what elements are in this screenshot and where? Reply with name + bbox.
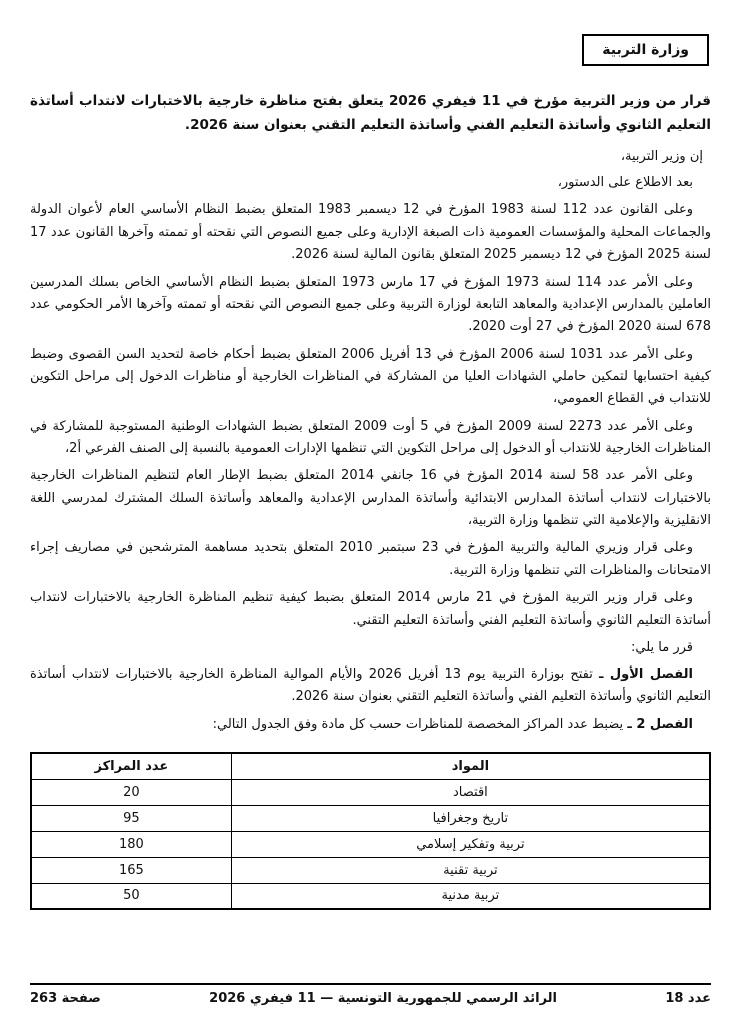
preamble-constitution-line: بعد الاطلاع على الدستور، xyxy=(557,175,693,191)
centers-table xyxy=(30,752,711,910)
table-header-row xyxy=(31,753,710,779)
page-footer xyxy=(30,983,711,1006)
table-header-subjects: المواد xyxy=(231,753,710,779)
table-header-centers: عدد المراكز xyxy=(31,753,231,779)
article-2-text: يضبط عدد المراكز المخصصة للمناظرات حسب كل مادة وفق الجدول التالي: xyxy=(212,716,624,732)
article-1-prefix: الفصل الأول ـ xyxy=(598,667,693,682)
article-2 xyxy=(30,714,711,736)
ministry-header-box: وزارة التربية xyxy=(582,34,709,66)
article-1-text: تفتح بوزارة التربية يوم 13 أفريل 2026 والأيام الموالية المناظرة الخارجية بالاختبارات لانتداب أساتذة التعليم الثانوي وأساتذة التعليم الفني وأساتذة التعليم التقني بعنوان سنة 2026. xyxy=(30,667,711,705)
subject-cell: اقتصاد xyxy=(231,779,710,805)
article-2-prefix: الفصل 2 ـ xyxy=(627,716,693,732)
table-row xyxy=(31,805,710,831)
subject-cell: تربية تقنية xyxy=(231,857,710,883)
preamble-minister-line: إن وزير التربية، xyxy=(620,149,703,165)
centers-cell: 180 xyxy=(31,831,231,857)
subject-cell: تربية وتفكير إسلامي xyxy=(231,831,710,857)
footer-journal-title: الرائد الرسمي للجمهورية التونسية — 11 فيفري 2026 xyxy=(209,991,557,1006)
footer-issue-number: عدد 18 xyxy=(665,991,711,1006)
footer-page-number: صفحة 263 xyxy=(30,991,101,1006)
citation-law-1983: وعلى القانون عدد 112 لسنة 1983 المؤرخ في 12 ديسمبر 1983 المتعلق بضبط النظام الأساسي العام لأعوان الدولة والجماعات المحلية والمؤسسات العمومية ذات الصبغة الإدارية وعلى جميع النصوص التي نقحته أو تممته وآخرها القانون عدد 17 لسنة 2025 المؤرخ في 12 ديسمبر 2025 المتعلق بقانون المالية لسنة 2026. xyxy=(30,202,711,263)
citation-decree-2006: وعلى الأمر عدد 1031 لسنة 2006 المؤرخ في 13 أفريل 2006 المتعلق بضبط أحكام خاصة لتحديد السن القصوى وضبط كيفية احتسابها لتمكين حاملي الشهادات العليا من المشاركة في المناظرات الخارجية أو مناظرات الدخول إلى مراحل التكوين للانتداب في القطاع العمومي، xyxy=(30,346,711,407)
table-row xyxy=(31,779,710,805)
subject-cell: تربية مدنية xyxy=(231,883,710,909)
citation-order-2014: وعلى قرار وزير التربية المؤرخ في 21 مارس 2014 المتعلق بضبط كيفية تنظيم المناظرة الخارجية بالاختبارات لانتداب أساتذة التعليم الثانوي وأساتذة التعليم الفني وأساتذة التعليم التقني. xyxy=(30,590,711,628)
centers-cell: 165 xyxy=(31,857,231,883)
citation-decree-2014: وعلى الأمر عدد 58 لسنة 2014 المؤرخ في 16 جانفي 2014 المتعلق بضبط الإطار العام لتنظيم المناظرات الخارجية بالاختبارات لانتداب أساتذة المدارس الابتدائية وأساتذة المدارس الإعدادية والمعاهد وأساتذة السلك المشترك لمدرسي اللغة الانقليزية والإعلامية التي تنظمها وزارة التربية، xyxy=(30,468,711,529)
centers-cell: 95 xyxy=(31,805,231,831)
article-1 xyxy=(30,664,711,709)
decision-line: قرر ما يلي: xyxy=(631,639,693,655)
table-row xyxy=(31,857,710,883)
centers-cell: 20 xyxy=(31,779,231,805)
citation-order-2010: وعلى قرار وزيري المالية والتربية المؤرخ في 23 سبتمبر 2010 المتعلق بتحديد مساهمة المترشحين في مصاريف إجراء الامتحانات والمناظرات التي تنظمها وزارة التربية. xyxy=(30,540,711,578)
decree-title: قرار من وزير التربية مؤرخ في 11 فيفري 2026 يتعلق بفتح مناظرة خارجية بالاختبارات لانتداب أساتذة التعليم الثانوي وأساتذة التعليم الفني وأساتذة التعليم التقني بعنوان سنة 2026. xyxy=(30,93,711,133)
table-row xyxy=(31,831,710,857)
centers-cell: 50 xyxy=(31,883,231,909)
citation-decree-1973: وعلى الأمر عدد 114 لسنة 1973 المؤرخ في 17 مارس 1973 المتعلق بضبط النظام الأساسي الخاص بسلك المدرسين العاملين بالمدارس الإعدادية والمعاهد التابعة لوزارة التربية وعلى جميع النصوص التي نقحته أو تممته وآخرها الأمر الحكومي عدد 678 لسنة 2020 المؤرخ في 27 أوت 2020. xyxy=(30,274,711,335)
table-row xyxy=(31,883,710,909)
citation-decree-2009: وعلى الأمر عدد 2273 لسنة 2009 المؤرخ في 5 أوت 2009 المتعلق بضبط الشهادات الوطنية المستوجبة للمشاركة في المناظرات الخارجية للانتداب أو الدخول إلى مراحل التكوين التي تنظمها الإدارات العمومية بالنسبة إلى الصنف الفرعي أ2، xyxy=(30,418,711,457)
subject-cell: تاريخ وجغرافيا xyxy=(231,805,710,831)
